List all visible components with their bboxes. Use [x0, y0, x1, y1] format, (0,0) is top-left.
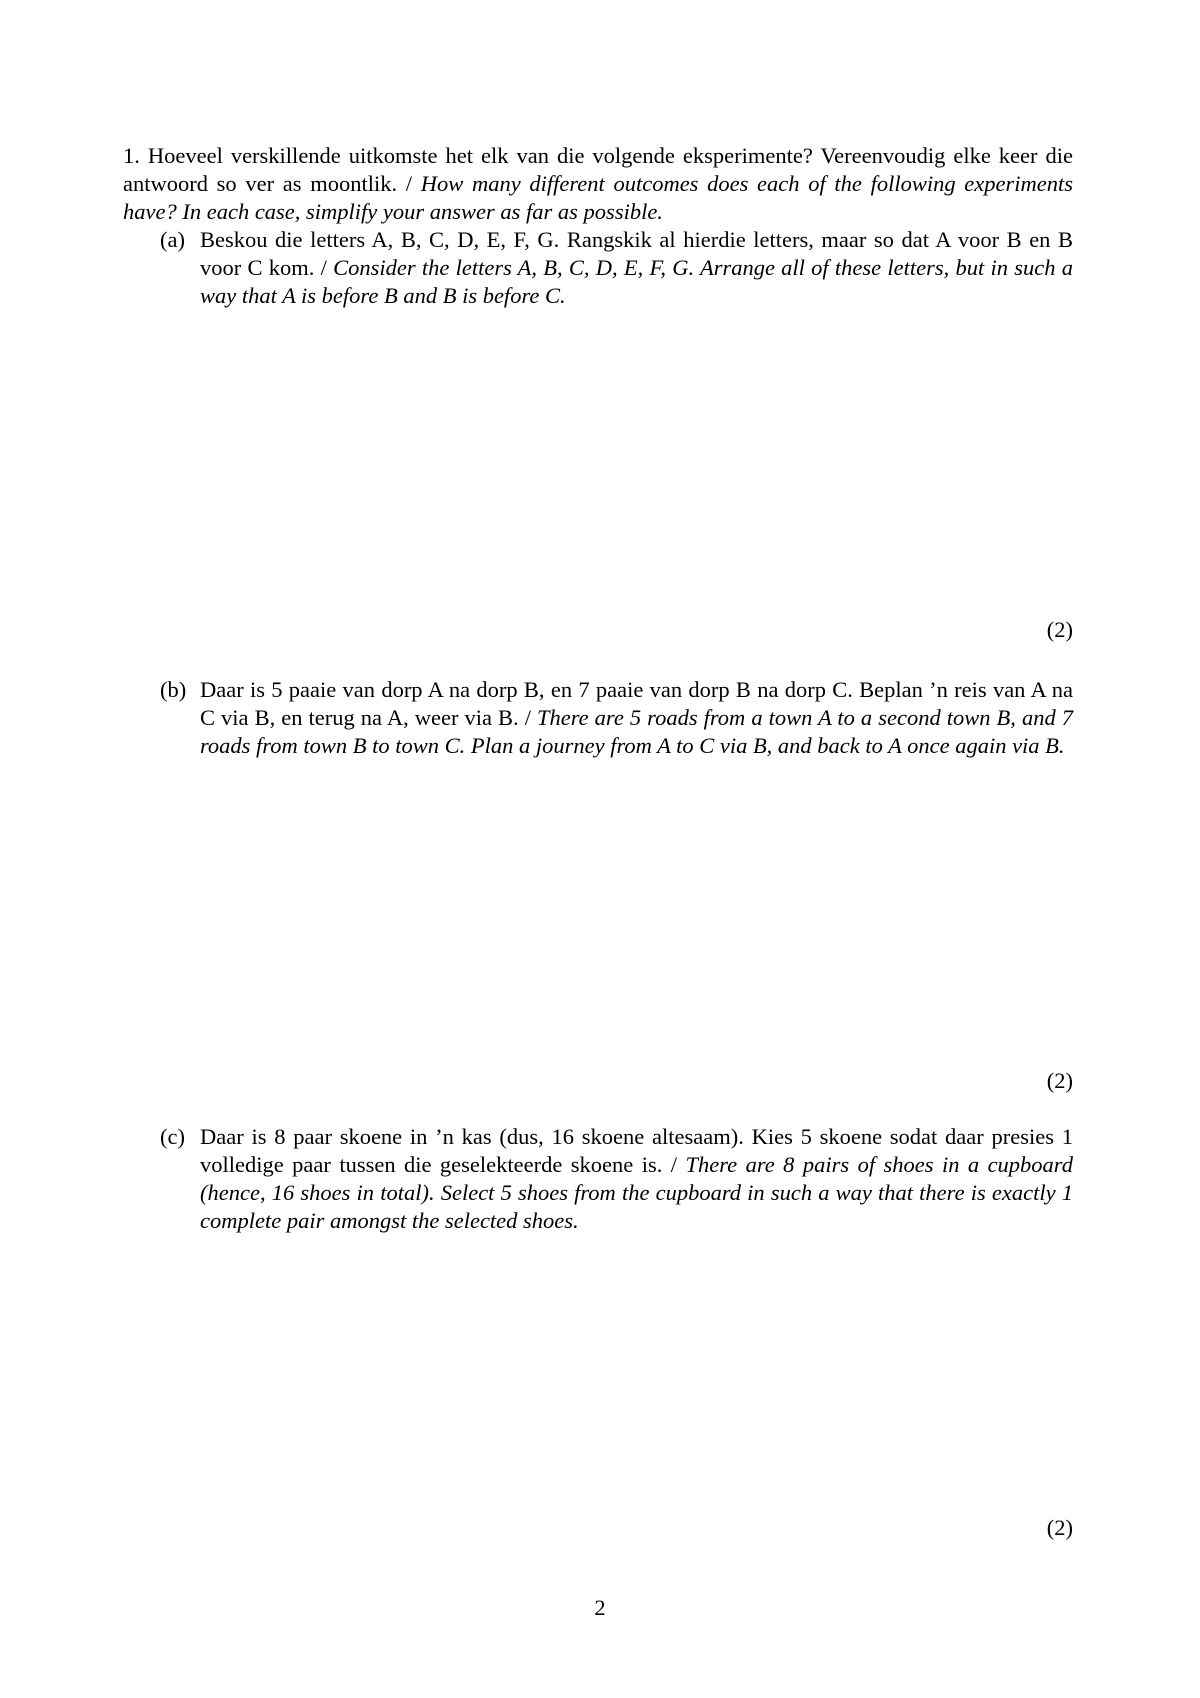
part-b-english: There are 5 roads from a town A to a second town B, and 7 roads from town B to town C. Plan a journey from A to C via B, and back to A once again via B.: [200, 705, 1073, 758]
language-separator: /: [662, 1152, 686, 1177]
part-c-english: There are 8 pairs of shoes in a cupboard (hence, 16 shoes in total). Select 5 shoes from the cupboard in such a way that there is exactly 1 complete pair amongst the selected shoes.: [200, 1152, 1073, 1233]
question-part-b: [160, 676, 1073, 760]
part-c-marks: (2): [1046, 1515, 1073, 1540]
part-c-afrikaans: Daar is 8 paar skoene in ’n kas (dus, 16 skoene altesaam). Kies 5 skoene sodat daar presies 1 volledige paar tussen die geselekteerde skoene is.: [200, 1124, 1073, 1177]
part-b-afrikaans: Daar is 5 paaie van dorp A na dorp B, en 7 paaie van dorp B na dorp C. Beplan ’n reis van A na C via B, en terug na A, weer via B.: [200, 677, 1073, 730]
language-separator: /: [518, 705, 537, 730]
part-a-afrikaans: Beskou die letters A, B, C, D, E, F, G. Rangskik al hierdie letters, maar so dat A voor B en B voor C kom.: [200, 227, 1073, 280]
question-part-a: [160, 226, 1073, 310]
part-label-c: (c): [160, 1124, 185, 1149]
question-1-intro: [123, 142, 1073, 226]
question-intro-english: How many different outcomes does each of the following experiments have? In each case, simplify your answer as far as possible.: [123, 171, 1074, 224]
question-part-c: [160, 1123, 1073, 1235]
page-number: 2: [594, 1595, 606, 1620]
part-a-text: [200, 226, 1073, 310]
question-intro-afrikaans: Hoeveel verskillende uitkomste het elk van die volgende eksperimente? Vereenvoudig elke keer die antwoord so ver as moontlik.: [123, 143, 1074, 196]
language-separator: /: [397, 171, 421, 196]
part-c-text: [200, 1123, 1073, 1235]
part-a-marks: (2): [1046, 617, 1073, 642]
part-b-text: [200, 676, 1073, 760]
part-a-english: Consider the letters A, B, C, D, E, F, G. Arrange all of these letters, but in such a way that A is before B and B is before C.: [200, 255, 1073, 308]
part-label-a: (a): [160, 227, 185, 252]
language-separator: /: [314, 255, 334, 280]
part-label-b: (b): [160, 677, 187, 702]
part-b-marks: (2): [1046, 1068, 1073, 1093]
question-number: 1.: [123, 143, 140, 168]
